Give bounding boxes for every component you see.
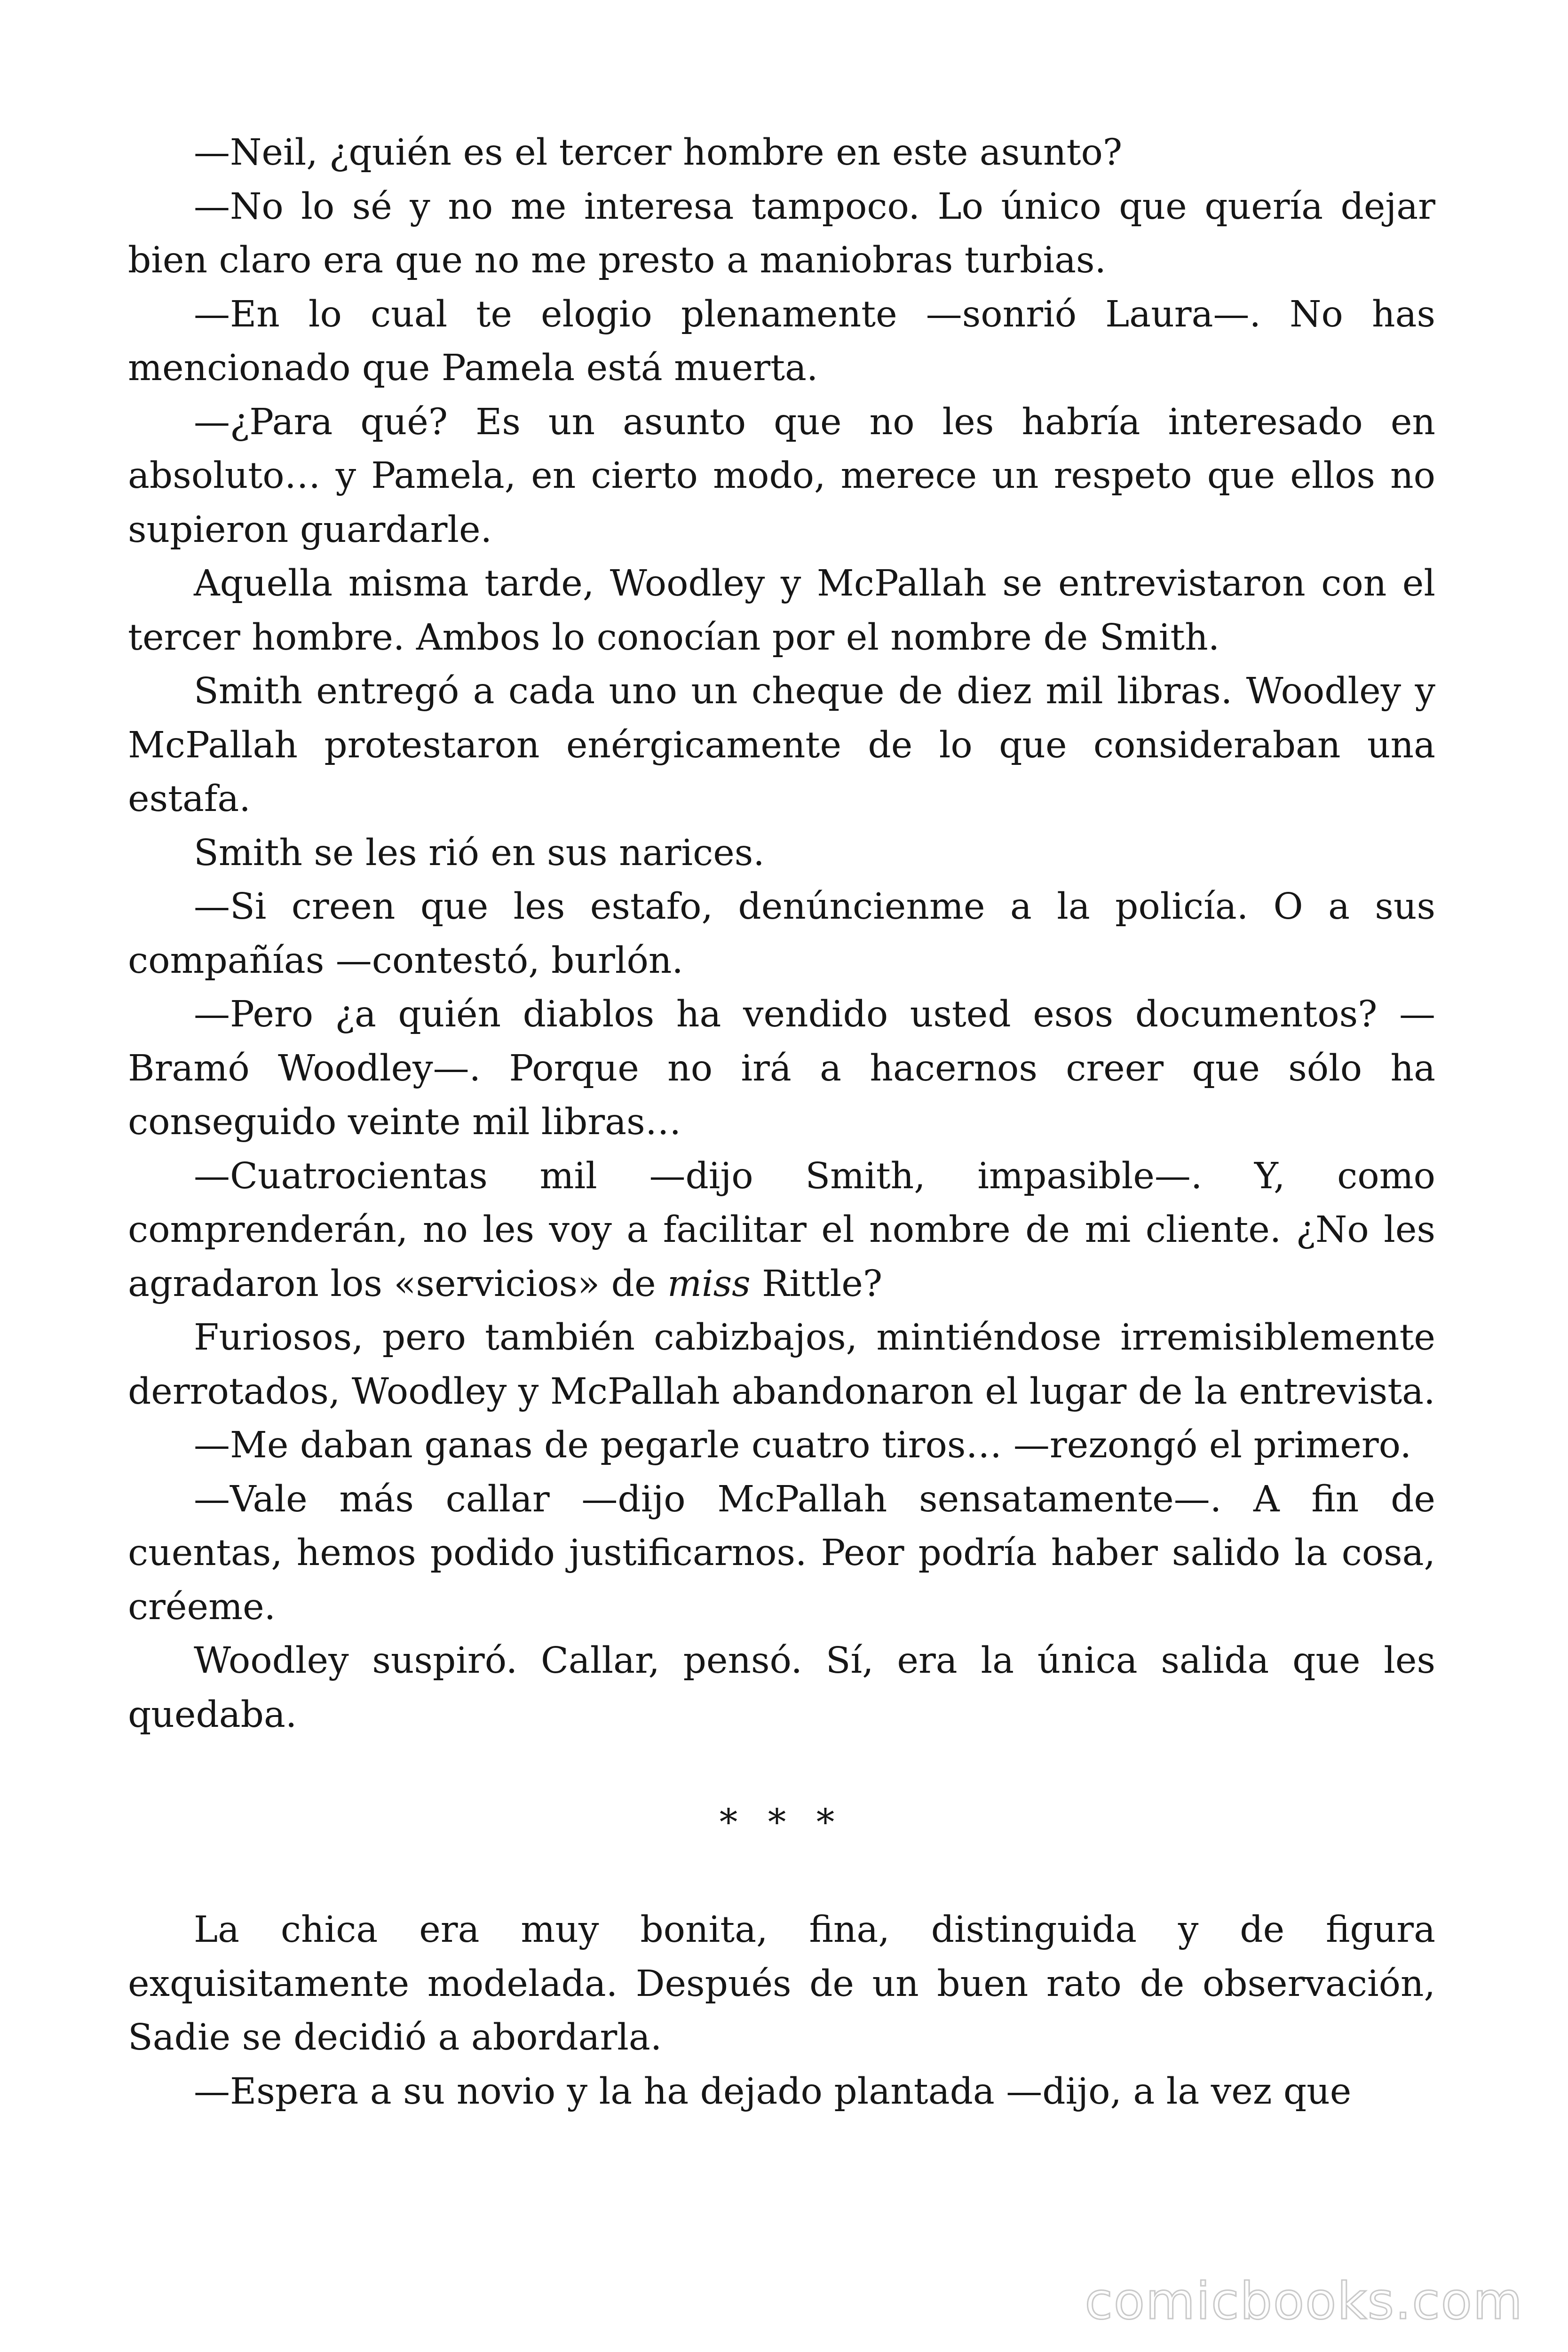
paragraph: —Si creen que les estafo, denúncienme a la policía. O a sus compañías —contestó, burlón. (128, 886, 1435, 982)
paragraph: Smith entregó a cada uno un cheque de diez mil libras. Woodley y McPallah protestaron enérgicamente de lo que consideraban una estafa. (128, 670, 1435, 820)
paragraph: —Pero ¿a quién diablos ha vendido usted esos documentos? —Bramó Woodley—. Porque no irá a hacernos creer que sólo ha conseguido veinte mil libras… (128, 993, 1435, 1143)
paragraph: —Vale más callar —dijo McPallah sensatamente—. A fin de cuentas, hemos podido justificarnos. Peor podría haber salido la cosa, créeme. (128, 1478, 1435, 1628)
emphasis-text: miss (667, 1263, 751, 1305)
paragraph: —No lo sé y no me interesa tampoco. Lo único que quería dejar bien claro era que no me presto a maniobras turbias. (128, 185, 1435, 281)
paragraph: —Neil, ¿quién es el tercer hombre en este asunto? (194, 132, 1123, 174)
paragraph: —Me daban ganas de pegarle cuatro tiros… —rezongó el primero. (194, 1424, 1412, 1466)
paragraph: Aquella misma tarde, Woodley y McPallah se entrevistaron con el tercer hombre. Ambos lo conocían por el nombre de Smith. (128, 563, 1435, 659)
paragraph: Smith se les rió en sus narices. (194, 832, 765, 874)
paragraph: La chica era muy bonita, fina, distinguida y de figura exquisitamente modelada. Después de un buen rato de observación, Sadie se decidió a abordarla. (128, 1909, 1435, 2058)
paragraph (128, 1150, 1435, 1311)
paragraph-text: —Cuatrocientas mil —dijo Smith, impasible—. Y, como comprenderán, no les voy a facilitar el nombre de mi cliente. ¿No les agradaron los «servicios» de (128, 1155, 1435, 1305)
section-separator: * * * (719, 1802, 844, 1843)
watermark-logo: comicbooks.com (1085, 2272, 1523, 2331)
paragraph: —Espera a su novio y la ha dejado plantada —dijo, a la vez que (194, 2070, 1352, 2113)
paragraph: Furiosos, pero también cabizbajos, mintiéndose irremisiblemente derrotados, Woodley y McPallah abandonaron el lugar de la entrevista. (128, 1317, 1435, 1413)
page-text (128, 126, 1435, 2119)
paragraph: —En lo cual te elogio plenamente —sonrió Laura—. No has mencionado que Pamela está muerta. (128, 293, 1435, 389)
paragraph: —¿Para qué? Es un asunto que no les habría interesado en absoluto… y Pamela, en cierto modo, merece un respeto que ellos no supieron guardarle. (128, 401, 1435, 551)
paragraph: Woodley suspiró. Callar, pensó. Sí, era la única salida que les quedaba. (128, 1640, 1435, 1736)
paragraph-text: Rittle? (750, 1263, 883, 1305)
